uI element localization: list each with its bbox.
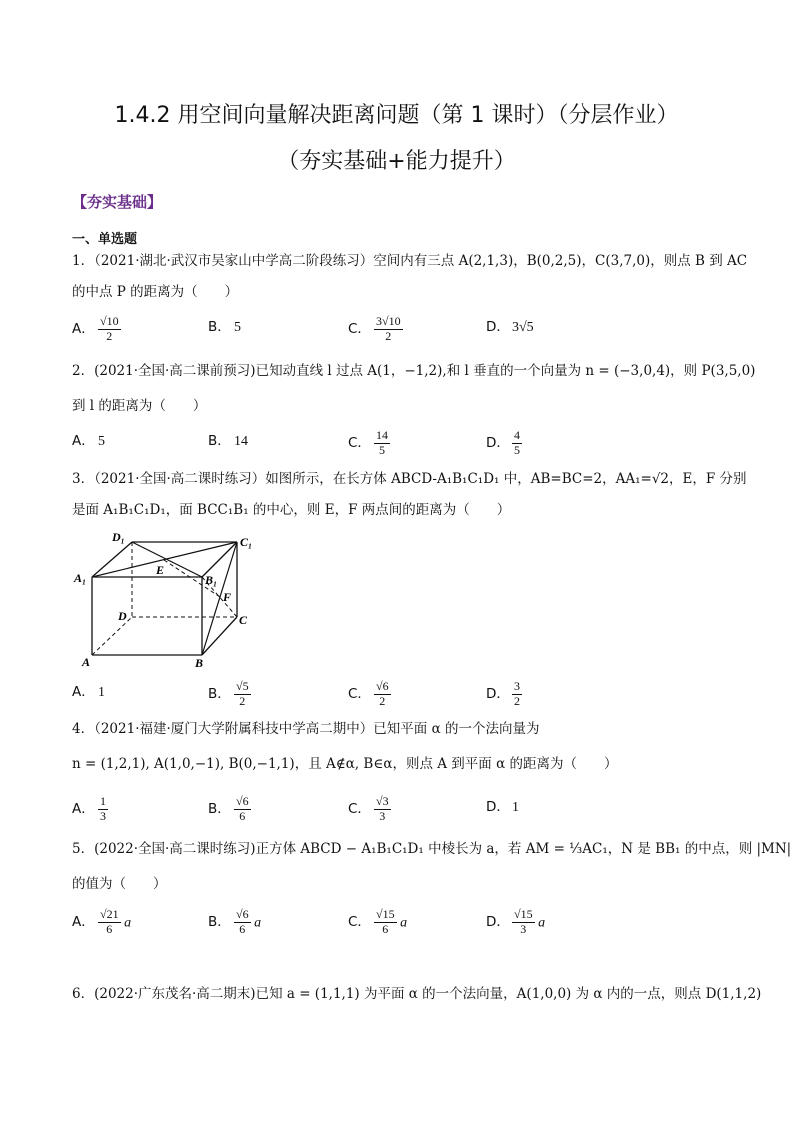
fraction-denominator: 2: [379, 693, 386, 708]
option-fraction: [98, 908, 121, 937]
question-4-option-d: [486, 795, 519, 816]
option-fraction: [374, 429, 390, 458]
option-value: 14: [234, 434, 248, 449]
option-label: B．: [208, 319, 231, 335]
label-A1: A₁: [74, 571, 87, 585]
option-value: 3√5: [512, 320, 534, 335]
question-1-option-a: [72, 315, 121, 344]
option-label: C．: [348, 435, 371, 452]
fraction-denominator: 2: [385, 328, 392, 343]
fraction-numerator: √21: [100, 907, 119, 921]
fraction-numerator: 3: [514, 679, 520, 693]
fraction-denominator: 6: [382, 921, 389, 936]
fraction-numerator: √15: [376, 907, 395, 921]
option-label: C．: [348, 914, 371, 931]
fraction-denominator: 5: [379, 442, 385, 457]
label-B1: B₁: [205, 573, 218, 587]
question-1-line2: 的中点 P 的距离为（ ）: [72, 284, 239, 300]
fraction-numerator: 4: [514, 428, 520, 442]
option-label: A．: [72, 801, 95, 818]
option-label: A．: [72, 321, 95, 338]
fraction-denominator: 3: [100, 808, 106, 823]
option-label: B．: [208, 686, 231, 703]
question-3-line1: 3．（2021·全国·高二课时练习）如图所示，在长方体 ABCD-A₁B₁C₁D₁ 中，AB=BC=2，AA₁=√2，E，F 分别: [72, 471, 747, 487]
option-label: B．: [208, 433, 231, 449]
question-1-option-b: [208, 315, 241, 336]
question-6-line1: 6．(2022·广东茂名·高二期末)已知 a = (1,1,1) 为平面 α 的一个法向量，A(1,0,0) 为 α 内的一点，则点 D(1,1,2): [72, 986, 762, 1002]
question-5-option-c: [348, 908, 407, 937]
question-2-option-d: [486, 429, 522, 458]
fraction-numerator: 3√10: [376, 314, 401, 328]
fraction-denominator: 3: [520, 921, 527, 936]
option-fraction: [234, 908, 251, 937]
option-fraction: [98, 315, 121, 344]
fraction-numerator: √3: [376, 794, 389, 808]
question-2-option-c: [348, 429, 390, 458]
option-label: D．: [486, 914, 510, 931]
fraction-numerator: √10: [100, 314, 119, 328]
option-label: D．: [486, 319, 510, 335]
label-C1: C₁: [240, 535, 253, 549]
question-3-line2: 是面 A₁B₁C₁D₁，面 BCC₁B₁ 的中心，则 E，F 两点间的距离为（ ）: [72, 502, 511, 518]
question-4-option-a: [72, 795, 108, 824]
fraction-denominator: 6: [239, 921, 246, 936]
fraction-denominator: 3: [379, 808, 386, 823]
option-value: 5: [98, 434, 105, 449]
option-suffix: a: [250, 915, 262, 931]
fraction-denominator: 5: [514, 442, 520, 457]
fraction-denominator: 2: [239, 693, 246, 708]
label-D: D: [118, 609, 127, 623]
cuboid-figure: [72, 530, 272, 674]
fraction-denominator: 2: [514, 693, 520, 708]
page-subtitle: （夯实基础+能力提升）: [277, 149, 516, 174]
question-1-line1: 1．（2021·湖北·武汉市吴家山中学高二阶段练习）空间内有三点 A(2,1,3)，B(0,2,5)，C(3,7,0)，则点 B 到 AC: [72, 253, 748, 269]
question-5-option-a: [72, 908, 131, 937]
fraction-numerator: √6: [236, 907, 249, 921]
option-suffix: a: [534, 915, 546, 931]
option-label: C．: [348, 686, 371, 703]
section-label: 【夯实基础】: [72, 193, 163, 211]
option-fraction: [512, 908, 535, 937]
option-fraction: [374, 680, 391, 709]
option-label: C．: [348, 321, 371, 338]
option-suffix: a: [120, 915, 132, 931]
question-2-line2: 到 l 的距离为（ ）: [72, 398, 207, 414]
subsection-heading: 一、单选题: [72, 232, 138, 247]
question-4-option-b: [208, 795, 251, 824]
question-4-option-c: [348, 795, 391, 824]
option-label: C．: [348, 801, 371, 818]
option-label: A．: [72, 433, 95, 449]
question-3-option-a: [72, 680, 105, 701]
option-fraction: [98, 795, 108, 824]
option-fraction: [374, 795, 391, 824]
label-B: B: [195, 656, 204, 670]
label-C: C: [239, 613, 248, 627]
fraction-denominator: 6: [239, 808, 246, 823]
question-5-line1: 5．(2022·全国·高二课时练习)正方体 ABCD − A₁B₁C₁D₁ 中棱长为 a，若 AM = ⅓AC₁，N 是 BB₁ 的中点，则 |MN|: [72, 841, 792, 857]
question-4-line1: 4．（2021·福建·厦门大学附属科技中学高二期中）已知平面 α 的一个法向量为: [72, 721, 540, 737]
cuboid-diagram: [72, 530, 272, 670]
fraction-numerator: √15: [514, 907, 533, 921]
question-2-option-b: [208, 429, 248, 450]
option-fraction: [234, 680, 251, 709]
option-label: B．: [208, 914, 231, 931]
option-suffix: a: [396, 915, 408, 931]
fraction-denominator: 2: [106, 328, 113, 343]
label-E: E: [156, 563, 165, 577]
label-D1: D₁: [112, 530, 125, 544]
option-fraction: [512, 429, 522, 458]
fraction-numerator: 14: [376, 428, 388, 442]
option-fraction: [374, 908, 397, 937]
option-fraction: [512, 680, 522, 709]
question-1-option-d: [486, 315, 534, 336]
question-3-option-b: [208, 680, 251, 709]
question-5-option-d: [486, 908, 545, 937]
fraction-denominator: 6: [106, 921, 113, 936]
option-value: 1: [512, 800, 519, 815]
option-value: 5: [234, 320, 241, 335]
fraction-numerator: √6: [236, 794, 249, 808]
question-5-option-b: [208, 908, 261, 937]
option-label: D．: [486, 435, 510, 452]
label-F: F: [223, 590, 232, 604]
option-label: B．: [208, 801, 231, 818]
question-2-line1: 2．(2021·全国·高二课前预习)已知动直线 l 过点 A(1，−1,2),和 l 垂直的一个向量为 n = (−3,0,4)，则 P(3,5,0): [72, 363, 756, 379]
question-3-option-d: [486, 680, 522, 709]
question-1-option-c: [348, 315, 403, 344]
fraction-numerator: 1: [100, 794, 106, 808]
option-label: A．: [72, 684, 95, 700]
page-title: 1.4.2 用空间向量解决距离问题（第 1 课时）（分层作业）: [114, 103, 679, 128]
question-5-line2: 的值为（ ）: [72, 876, 167, 892]
label-A: A: [82, 655, 91, 669]
question-4-line2: n = (1,2,1), A(1,0,−1), B(0,−1,1)，且 A∉α, B∈α，则点 A 到平面 α 的距离为（ ）: [72, 756, 618, 772]
option-fraction: [234, 795, 251, 824]
fraction-numerator: √6: [376, 679, 389, 693]
question-3-option-c: [348, 680, 391, 709]
option-label: D．: [486, 799, 510, 815]
question-2-option-a: [72, 429, 105, 450]
option-label: A．: [72, 914, 95, 931]
fraction-numerator: √5: [236, 679, 249, 693]
option-label: D．: [486, 686, 510, 703]
option-fraction: [374, 315, 403, 344]
option-value: 1: [98, 685, 105, 700]
